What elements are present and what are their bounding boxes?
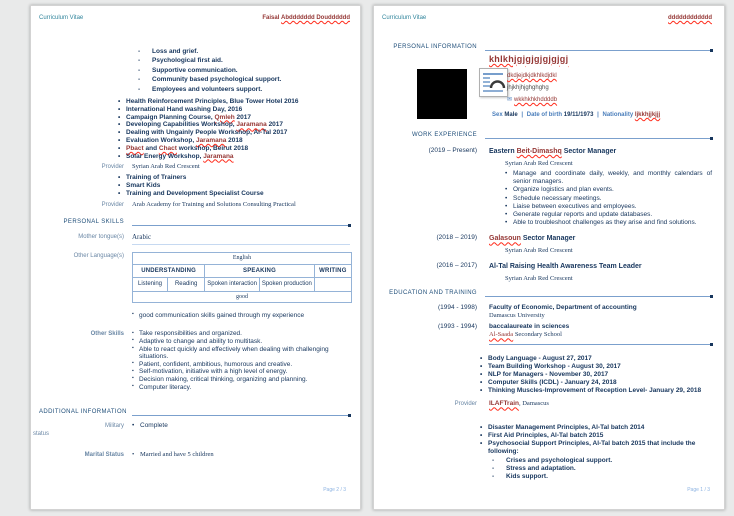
other-skills-label: Other Skills [90, 331, 124, 338]
list-item: ▪ Patient, confident, ambitious, humorous and creative. [132, 361, 350, 369]
education-dates: (1994 - 1998) [437, 304, 477, 312]
job-entry [382, 262, 712, 285]
page-number: Page 1 / 3 [687, 487, 710, 493]
list-item: • Training and Development Specialist Course [118, 190, 350, 198]
col-header-writing: WRITING [314, 264, 351, 277]
list-item: - Supportive communication. [126, 66, 350, 75]
list-item: • Manage and coordinate daily, weekly, and monthly calendars of senior managers. [505, 170, 712, 186]
education-title: Faculty of Economic, Department of accounting [489, 304, 637, 312]
military-status-value [132, 422, 350, 430]
section-personal-skills [39, 219, 350, 226]
list-item: ▪ good communication skills gained through my experience [132, 312, 352, 320]
col-header-spoken-interaction: Spoken interaction [205, 277, 260, 291]
education-course-list [480, 355, 712, 394]
list-item: - Community based psychological support. [126, 75, 350, 84]
document-title: Curriculum Vitae [382, 15, 427, 21]
list-item: • Team Building Workshop - August 30, 2017 [480, 363, 712, 371]
nationality-redacted: ljkkhjjkjjj [634, 112, 661, 118]
list-item: ▪ Adaptive to change and ability to multitask. [132, 338, 350, 346]
education-school: Damascus University [489, 312, 545, 320]
header-author-name: Faisal Abddddddd Doudddddd [262, 15, 350, 21]
list-item: • Evaluation Workshop, Jaramana 2018 [118, 137, 350, 145]
personal-info-block [382, 66, 712, 128]
contact-email-redacted: wkkhkhkhddddb [514, 97, 558, 103]
list-item: • NLP for Managers - November 30, 2017 [480, 371, 712, 379]
job-title: Al-Tal Raising Health Awareness Team Leader [489, 263, 642, 271]
provider-value: Arab Academy for Training and Solutions Consulting Practical [132, 200, 296, 208]
list-item: • Married and have 5 children [132, 451, 350, 459]
list-item: - Loss and grief. [126, 47, 350, 56]
contact-email-row [507, 94, 557, 106]
embedded-image-icon [479, 68, 508, 97]
document-title: Curriculum Vitae [39, 15, 84, 21]
other-languages-label: Other Language(s) [73, 252, 124, 259]
communication-note [132, 312, 352, 320]
section-title: PERSONAL SKILLS [63, 218, 124, 225]
list-item: ▪ Able to react quickly and effectively when dealing with challenging situations. [132, 346, 350, 361]
section-work-experience [382, 132, 712, 139]
marital-status-label: Marital Status [84, 452, 124, 459]
marital-status-value [132, 451, 350, 459]
list-item: • Liaise between executives and employees. [505, 203, 712, 211]
employer: Syrian Arab Red Crescent [505, 275, 573, 283]
list-item: ▪ Self-motivation, initiative with a high level of energy. [132, 368, 350, 376]
job-duties-list [505, 170, 712, 227]
section-personal-information [382, 44, 712, 51]
list-item: • Computer Skills (ICDL) - January 24, 2018 [480, 379, 712, 387]
psychosocial-topics-list [126, 47, 350, 94]
training-course-list-2 [118, 174, 350, 197]
job-title: Eastern Beit-Dimashq Sector Manager [489, 148, 617, 155]
list-item: - Psychological first aid. [126, 56, 350, 65]
list-item: • Body Language - August 27, 2017 [480, 355, 712, 363]
list-item: • International Hand washing Day, 2016 [118, 106, 350, 114]
redacted-name: Abddddddd Doudddddd [281, 15, 350, 21]
language-skills-table [132, 252, 352, 303]
list-item: ▪ Computer literacy. [132, 384, 350, 392]
list-item: • Complete [132, 422, 350, 430]
section-rule [132, 413, 350, 416]
cv-page-2 [30, 5, 361, 510]
page-number: Page 2 / 3 [323, 487, 346, 493]
entry-rule [489, 342, 712, 345]
list-item: • Thinking Muscles-Improvement of Reception Level- January 29, 2018 [480, 387, 712, 395]
provider-label: Provider [101, 164, 124, 171]
list-item: • First Aid Principles, Al-Tal batch 2015 [480, 432, 712, 440]
section-education-training [382, 290, 712, 297]
photo-redacted [417, 69, 467, 119]
section-title: PERSONAL INFORMATION [393, 44, 477, 50]
education-entry [382, 323, 712, 345]
page-header [39, 15, 350, 22]
job-title: Galasoun Sector Manager [489, 235, 576, 243]
list-item: - Stress and adaptation. [480, 465, 712, 473]
list-item: • Smart Kids [118, 182, 350, 190]
list-item: • Able to troubleshoot challenges as they arise and find solutions. [505, 219, 712, 227]
list-item: • Health Reinforcement Principles, Blue Tower Hotel 2016 [118, 98, 350, 106]
col-header-understanding: UNDERSTANDING [133, 264, 205, 277]
col-header-spoken-production: Spoken production [260, 277, 315, 291]
employer: Syrian Arab Red Crescent [505, 160, 573, 167]
list-item: • Training of Trainers [118, 174, 350, 182]
language-level: good [133, 291, 352, 302]
section-title: ADDITIONAL INFORMATION [39, 409, 127, 416]
list-item: • Dealing with Ungainly People Workshop, Al-Tal 2017 [118, 129, 350, 137]
list-item: • Pbact and Chact workshop, Beirut 2018 [118, 145, 350, 153]
section-rule [485, 48, 712, 51]
list-item: ▪ Take responsibilities and organized. [132, 330, 350, 338]
list-item: • Developing Capabilities Workshop, Jaramana 2017 [118, 121, 350, 129]
list-item: - Employees and volunteers support. [126, 85, 350, 94]
education-title: baccalaureate in sciences [489, 323, 570, 331]
list-item: ▪ Decision making, critical thinking, organizing and planning. [132, 376, 350, 384]
section-rule [485, 136, 712, 139]
email-icon: ✉ [507, 97, 513, 103]
job-dates: (2018 – 2019) [436, 234, 477, 242]
cv-page-1 [373, 5, 725, 510]
list-item: - Crises and psychological support. [480, 457, 712, 465]
list-item: • Campaign Planning Course, Qmleh 2017 [118, 114, 350, 122]
col-header-reading: Reading [168, 277, 205, 291]
provider-value: ILAFTrain, Damascus [489, 400, 549, 408]
training-course-list-1 [118, 98, 350, 160]
mother-tongue-label: Mother tongue(s) [78, 233, 124, 240]
list-item: • Generate regular reports and update databases. [505, 211, 712, 219]
education-school: Al-Saada Secondary School [489, 331, 562, 339]
employer: Syrian Arab Red Crescent [505, 247, 573, 255]
col-header-listening: Listening [133, 277, 168, 291]
list-item: • Psychosocial Support Principles, Al-Tal batch 2015 that include the following: [480, 440, 703, 456]
job-dates: (2019 – Present) [428, 147, 477, 154]
section-title: EDUCATION AND TRAINING [389, 290, 477, 297]
contact-address-redacted: dkdjejdkjdkhlkdjdkl [507, 73, 557, 79]
candidate-name: khlkhjgjgjgjgjgjgj [489, 54, 569, 64]
list-item: • Solar Energy Workshop, Jaramana [118, 153, 350, 161]
redacted-name: dddddddddddd [668, 15, 712, 21]
contact-phone-redacted: jhjkhjhjghghghg [507, 85, 549, 91]
military-status-label: Military status [33, 423, 124, 438]
page-header [382, 15, 712, 22]
list-item: • Schedule necessary meetings. [505, 195, 712, 203]
list-item: • Organize logistics and plan events. [505, 186, 712, 194]
section-rule [485, 294, 712, 297]
provider-value: Syrian Arab Red Crescent [132, 163, 200, 171]
job-entry [382, 234, 712, 257]
certificate-list [480, 424, 712, 455]
certificate-sub-list [480, 457, 712, 481]
job-dates: (2016 – 2017) [436, 262, 477, 270]
mother-tongue-value: Arabic [132, 233, 350, 245]
language-name: English [133, 252, 352, 264]
job-entry [382, 147, 712, 227]
list-item: • Disaster Management Principles, Al-Tal batch 2014 [480, 424, 712, 432]
education-dates: (1993 - 1994) [437, 323, 477, 331]
col-header-speaking: SPEAKING [205, 264, 315, 277]
provider-label: Provider [101, 201, 124, 208]
other-skills-list [132, 330, 350, 391]
sex-dob-nationality-line: Sex Male | Date of birth 19/11/1973 | Nationality ljkkhjjkjjj [492, 112, 661, 118]
education-entry [382, 304, 712, 320]
section-rule [132, 223, 350, 226]
contact-lines [507, 70, 557, 106]
list-item: - Kids support. [480, 473, 712, 481]
provider-label: Provider [454, 401, 477, 408]
section-title: WORK EXPERIENCE [411, 132, 477, 138]
section-additional-information [39, 409, 350, 416]
